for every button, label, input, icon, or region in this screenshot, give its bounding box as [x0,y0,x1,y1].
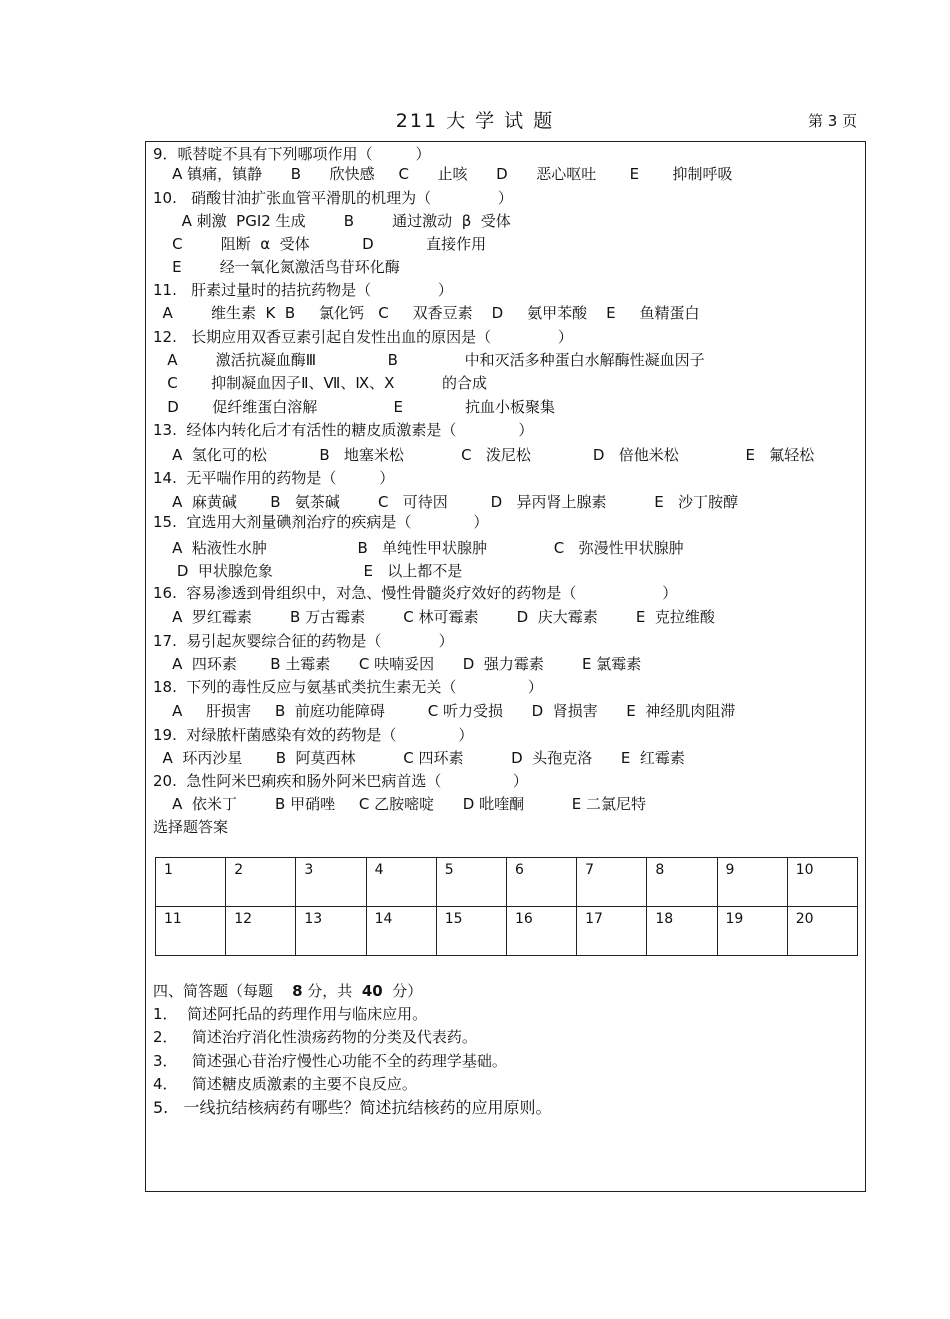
options-15-abc: A 粘液性水肿 B 单纯性甲状腺肿 C 弥漫性甲状腺肿 [153,539,684,557]
options-12-c: C 抑制凝血因子Ⅱ、Ⅶ、Ⅸ、Ⅹ 的合成 [153,374,488,392]
options-18: A 肝损害 B 前庭功能障碍 C 听力受损 D 肾损害 E 神经肌肉阻滞 [153,702,736,720]
options-20: A 依米丁 B 甲硝唑 C 乙胺嘧啶 D 吡喹酮 E 二氯尼特 [153,795,647,813]
section-4-prefix: 四、简答题（每题 [153,982,293,1000]
answer-cell[interactable]: 14 [366,907,436,956]
section-4-mid: 分，共 [302,982,362,1000]
question-13: 13. 经体内转化后才有活性的糖皮质激素是（ ） [153,421,534,439]
options-12-de: D 促纤维蛋白溶解 E 抗血小板聚集 [153,398,555,416]
question-18: 18. 下列的毒性反应与氨基甙类抗生素无关（ ） [153,678,543,696]
answer-cell[interactable]: 1 [156,858,226,907]
section-4-total: 40 [361,982,383,1000]
answer-cell[interactable]: 4 [366,858,436,907]
options-12-ab: A 激活抗凝血酶Ⅲ B 中和灭活多种蛋白水解酶性凝血因子 [153,351,705,369]
table-row [156,907,858,956]
answer-cell[interactable]: 6 [506,858,576,907]
options-10-cd: C 阻断 α 受体 D 直接作用 [153,235,487,253]
question-16: 16. 容易渗透到骨组织中，对急、慢性骨髓炎疗效好的药物是（ ） [153,584,678,602]
options-15-de: D 甲状腺危象 E 以上都不是 [153,562,463,580]
answer-cell[interactable]: 7 [577,858,647,907]
question-11: 11. 肝素过量时的拮抗药物是（ ） [153,281,453,299]
answer-cell[interactable]: 16 [506,907,576,956]
answer-cell[interactable]: 19 [717,907,787,956]
answer-cell[interactable]: 9 [717,858,787,907]
table-row [156,858,858,907]
essay-question-4: 4． 简述糖皮质激素的主要不良反应。 [153,1075,417,1093]
question-17: 17. 易引起灰婴综合征的药物是（ ） [153,632,454,650]
page-number: 第 3 页 [808,112,858,130]
options-13: A 氢化可的松 B 地塞米松 C 泼尼松 D 倍他米松 E 氟轻松 [153,446,815,464]
answer-cell[interactable]: 15 [436,907,506,956]
question-9: 9．哌替啶不具有下列哪项作用（ ） [153,145,431,163]
question-19: 19. 对绿脓杆菌感染有效的药物是（ ） [153,726,474,744]
answer-cell[interactable]: 20 [787,907,857,956]
question-14: 14. 无平喘作用的药物是（ ） [153,469,395,487]
answer-table [155,857,858,956]
options-10-ab: A 刺激 PGI2 生成 B 通过激动 β 受体 [153,212,511,230]
essay-question-5: 5. 一线抗结核病药有哪些？简述抗结核药的应用原则。 [153,1098,552,1117]
essay-question-1: 1． 简述阿托品的药理作用与临床应用。 [153,1005,428,1023]
exam-title: 211 大 学 试 题 [395,110,555,132]
answer-cell[interactable]: 18 [647,907,717,956]
answer-cell[interactable]: 17 [577,907,647,956]
answer-cell[interactable]: 2 [226,858,296,907]
answer-cell[interactable]: 12 [226,907,296,956]
answer-cell[interactable]: 11 [156,907,226,956]
answer-cell[interactable]: 13 [296,907,366,956]
essay-question-2: 2． 简述治疗消化性溃疡药物的分类及代表药。 [153,1028,477,1046]
section-4-points: 8 [292,982,303,1000]
options-17: A 四环素 B 土霉素 C 呋喃妥因 D 强力霉素 E 氯霉素 [153,655,642,673]
question-12: 12. 长期应用双香豆素引起自发性出血的原因是（ ） [153,328,573,346]
options-19: A 环丙沙星 B 阿莫西林 C 四环素 D 头孢克洛 E 红霉素 [153,749,685,767]
options-16: A 罗红霉素 B 万古霉素 C 林可霉素 D 庆大霉素 E 克拉维酸 [153,608,715,626]
answer-caption: 选择题答案 [153,818,229,836]
options-11: A 维生素 K B 氯化钙 C 双香豆素 D 氨甲苯酸 E 鱼精蛋白 [153,304,700,322]
answer-cell[interactable]: 8 [647,858,717,907]
question-20: 20. 急性阿米巴痢疾和肠外阿米巴病首选（ ） [153,772,528,790]
section-4-heading [153,980,422,1001]
answer-cell[interactable]: 5 [436,858,506,907]
options-10-e: E 经一氧化氮激活鸟苷环化酶 [153,258,400,276]
answer-cell[interactable]: 3 [296,858,366,907]
answer-cell[interactable]: 10 [787,858,857,907]
options-9: A 镇痛，镇静 B 欣快感 C 止咳 D 恶心呕吐 E 抑制呼吸 [153,165,733,183]
question-10: 10. 硝酸甘油扩张血管平滑肌的机理为（ ） [153,189,513,207]
options-14: A 麻黄碱 B 氨茶碱 C 可待因 D 异丙肾上腺素 E 沙丁胺醇 [153,493,738,511]
question-15: 15. 宜选用大剂量碘剂治疗的疾病是（ ） [153,513,489,531]
essay-question-3: 3． 简述强心苷治疗慢性心功能不全的药理学基础。 [153,1052,507,1070]
section-4-suffix: 分） [382,982,423,1000]
